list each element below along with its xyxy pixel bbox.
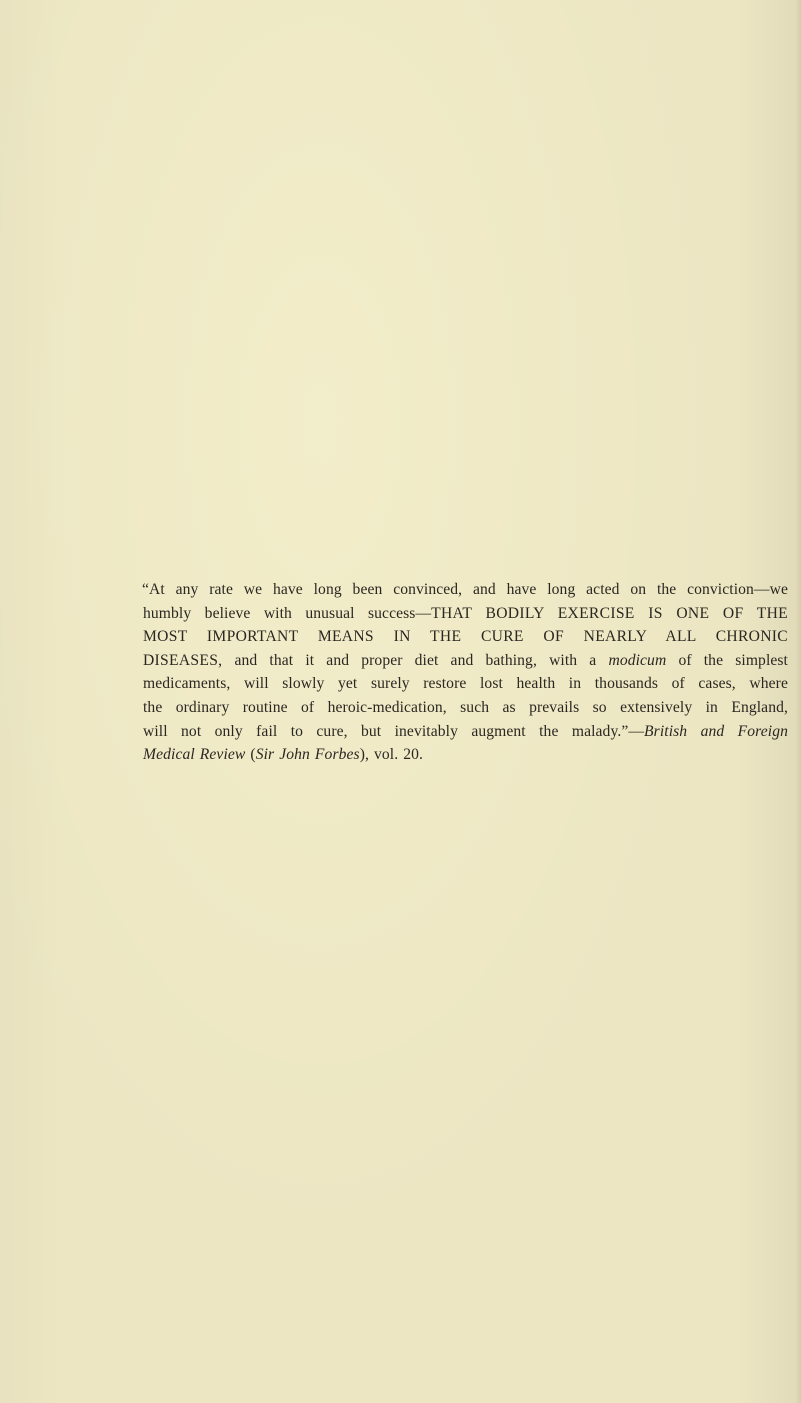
quote-emphasis-caps-1: THAT BODILY EXERCISE IS ONE OF THE bbox=[431, 604, 788, 622]
quote-line-7-text: will not only fail to cure, but inevitably augment the malady.”— bbox=[143, 722, 645, 740]
quote-emphasis-caps-3: DISEASES, bbox=[143, 651, 223, 669]
quote-emphasis-caps-2: MOST IMPORTANT MEANS IN THE CURE OF NEARLY ALL CHRONIC bbox=[143, 628, 788, 646]
quote-line-2-text: humbly believe with unusual success— bbox=[143, 604, 432, 622]
quote-line-6-text: the ordinary routine of heroic-medication, such as prevails so extensively in England, bbox=[143, 698, 788, 716]
quote-source-journal-b: Medical Review bbox=[143, 746, 246, 764]
quote-source-author: Sir John Forbes bbox=[255, 746, 360, 764]
quote-line-8 bbox=[143, 743, 788, 767]
quote-line-3 bbox=[143, 625, 788, 649]
quote-line-7 bbox=[143, 720, 788, 744]
quote-line-1 bbox=[142, 578, 788, 602]
quote-line-4-text: and that it and proper diet and bathing, with a bbox=[222, 651, 609, 669]
quote-line-4-tail: of the simplest bbox=[666, 651, 788, 669]
quote-line-5 bbox=[143, 672, 788, 696]
page-edge-shadow bbox=[795, 0, 801, 1403]
quotation bbox=[143, 578, 788, 767]
quote-paren-open: ( bbox=[245, 746, 256, 764]
quote-source-journal-a: British and Foreign bbox=[644, 722, 789, 740]
quote-italic-modicum: modicum bbox=[608, 651, 667, 669]
quote-line-4 bbox=[143, 649, 788, 673]
quote-line-6 bbox=[143, 696, 788, 720]
quote-line-2 bbox=[143, 602, 788, 626]
quote-line-1-text: “At any rate we have long been convinced, and have long acted on the conviction—we bbox=[142, 581, 788, 598]
quote-line-5-text: medicaments, will slowly yet surely restore lost health in thousands of cases, where bbox=[143, 675, 788, 693]
quote-source-volume: ), vol. 20. bbox=[359, 746, 424, 764]
